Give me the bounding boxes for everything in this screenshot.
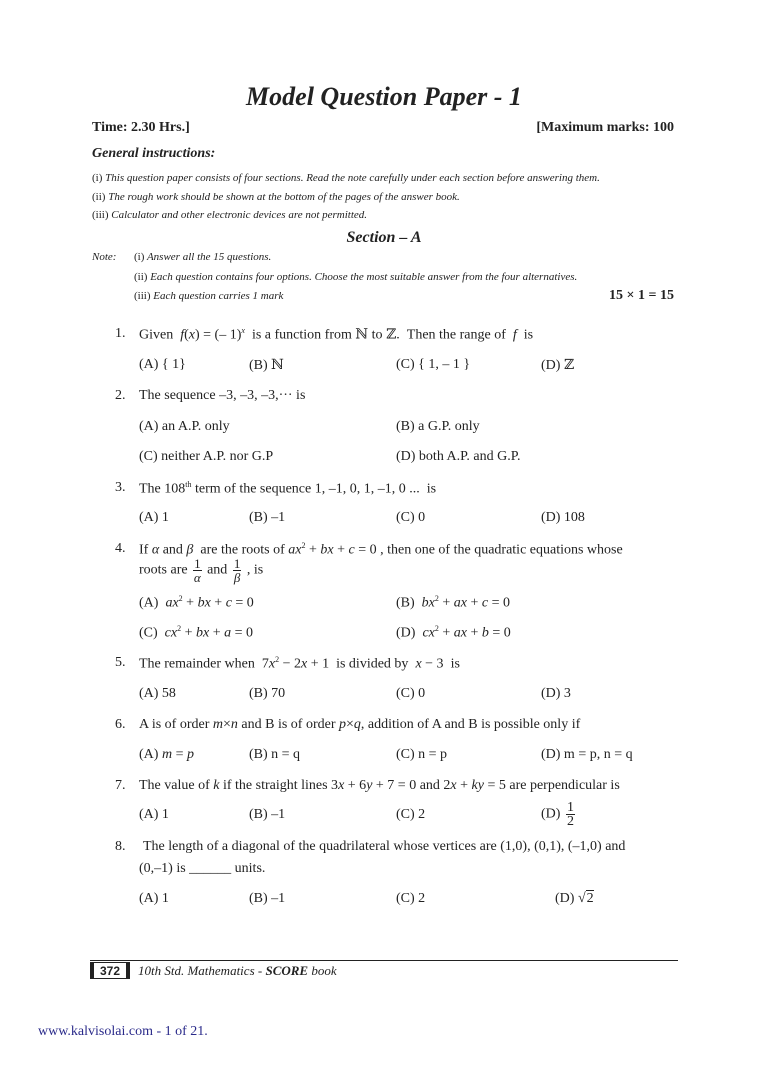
question-8-text: The length of a diagonal of the quadrilateral whose vertices are (1,0), (0,1), (–1,0) and: [143, 839, 626, 854]
option-d: (D) √2: [555, 891, 594, 906]
question-2-text: The sequence –3, –3, –3,··· is: [139, 388, 306, 403]
question-number: 6.: [115, 717, 126, 732]
instruction-3: (iii) Calculator and other electronic devices are not permitted.: [92, 209, 368, 221]
question-1-text: Given f(x) = (– 1)$^x$ is a function from ℕ to ℤ. Then the range of f is: [139, 326, 534, 343]
question-6-text: A is of order m×n and B is of order p×q, addition of A and B is possible only if: [139, 717, 581, 732]
option-b: (B) 70: [249, 686, 286, 701]
question-number: 1.: [115, 326, 126, 341]
option-a: (A) m = p: [139, 747, 194, 762]
question-5-text: The remainder when $7x^2 - 2x + 1$ is divided by x − 3 is: [139, 655, 460, 672]
instruction-1: (i) This question paper consists of four sections. Read the note carefully under each section before answering them.: [92, 172, 600, 184]
option-c: (C) 0: [396, 686, 426, 701]
paper-title: Model Question Paper - 1: [246, 82, 522, 111]
option-a: (A) 1: [139, 807, 169, 822]
option-b: (B) n = q: [249, 747, 301, 762]
option-b: (B) ℕ: [249, 358, 284, 373]
option-d: (D) 3: [541, 686, 571, 701]
question-number: 2.: [115, 388, 126, 403]
max-marks-label: [Maximum marks: 100: [536, 120, 674, 135]
option-b: (B) a G.P. only: [396, 419, 480, 434]
option-c: (C) 2: [396, 891, 426, 906]
page-number: 372: [94, 962, 126, 979]
option-d: (D) 108: [541, 510, 585, 525]
note-2: (ii) Each question contains four options. Choose the most suitable answer from the four alternatives.: [134, 271, 578, 283]
option-d: (D) both A.P. and G.P.: [396, 449, 521, 464]
note-label: Note:: [92, 251, 117, 263]
option-c: (C) 2: [396, 807, 426, 822]
option-a: (A) 1: [139, 891, 169, 906]
question-number: 8.: [115, 839, 126, 854]
question-4-text: If α and β are the roots of $ax^2$ + bx + c = 0 , then one of the quadratic equations whose: [139, 541, 623, 558]
time-label: Time: 2.30 Hrs.]: [92, 120, 190, 135]
question-number: 3.: [115, 480, 126, 495]
option-a: (A) an A.P. only: [139, 419, 230, 434]
option-c: (C) $cx^2$ + bx + a = 0: [139, 624, 254, 641]
footer-page-bar-right: [126, 962, 130, 979]
footer-book-title: 10th Std. Mathematics - SCORE book: [138, 963, 337, 978]
question-number: 7.: [115, 778, 126, 793]
option-b: (B) $bx^2$ + ax + c = 0: [396, 594, 511, 611]
option-a: (A) { 1}: [139, 357, 186, 372]
footer-rule: [90, 960, 678, 961]
question-number: 5.: [115, 655, 126, 670]
note-1: (i) Answer all the 15 questions.: [134, 251, 272, 263]
marks-scheme: 15 × 1 = 15: [609, 288, 674, 303]
site-link[interactable]: www.kalvisolai.com - 1 of 21.: [38, 1024, 208, 1039]
option-c: (C) n = p: [396, 747, 448, 762]
option-d: (D) $cx^2$ + ax + b = 0: [396, 624, 511, 641]
question-3-text: The 108th term of the sequence 1, –1, 0, 1, –1, 0 ... is: [139, 480, 437, 497]
question-7-text: The value of k if the straight lines 3x + 6y + 7 = 0 and 2x + ky = 5 are perpendicular is: [139, 778, 620, 793]
general-instructions-heading: General instructions:: [92, 146, 216, 161]
option-c: (C) { 1, – 1 }: [396, 357, 471, 372]
option-d: (D) $\frac{1}{2}$: [541, 800, 574, 829]
section-title: Section – A: [346, 229, 422, 246]
option-c: (C) 0: [396, 510, 426, 525]
option-c: (C) neither A.P. nor G.P: [139, 449, 274, 464]
option-b: (B) –1: [249, 510, 286, 525]
option-a: (A) 1: [139, 510, 169, 525]
option-a: (A) 58: [139, 686, 176, 701]
note-3: (iii) Each question carries 1 mark: [134, 290, 284, 302]
option-a: (A) $ax^2$ + bx + c = 0: [139, 594, 254, 611]
question-8-text-cont: (0,–1) is ______ units.: [139, 861, 266, 876]
option-b: (B) –1: [249, 807, 286, 822]
option-d: (D) ℤ: [541, 358, 575, 373]
option-b: (B) –1: [249, 891, 286, 906]
option-d: (D) m = p, n = q: [541, 747, 633, 762]
question-4-text-cont: roots are $\frac{1}{\alpha}$ and $\frac{1}{\beta}$ , is: [139, 556, 264, 585]
instruction-2: (ii) The rough work should be shown at the bottom of the pages of the answer book.: [92, 191, 460, 203]
question-number: 4.: [115, 541, 126, 556]
